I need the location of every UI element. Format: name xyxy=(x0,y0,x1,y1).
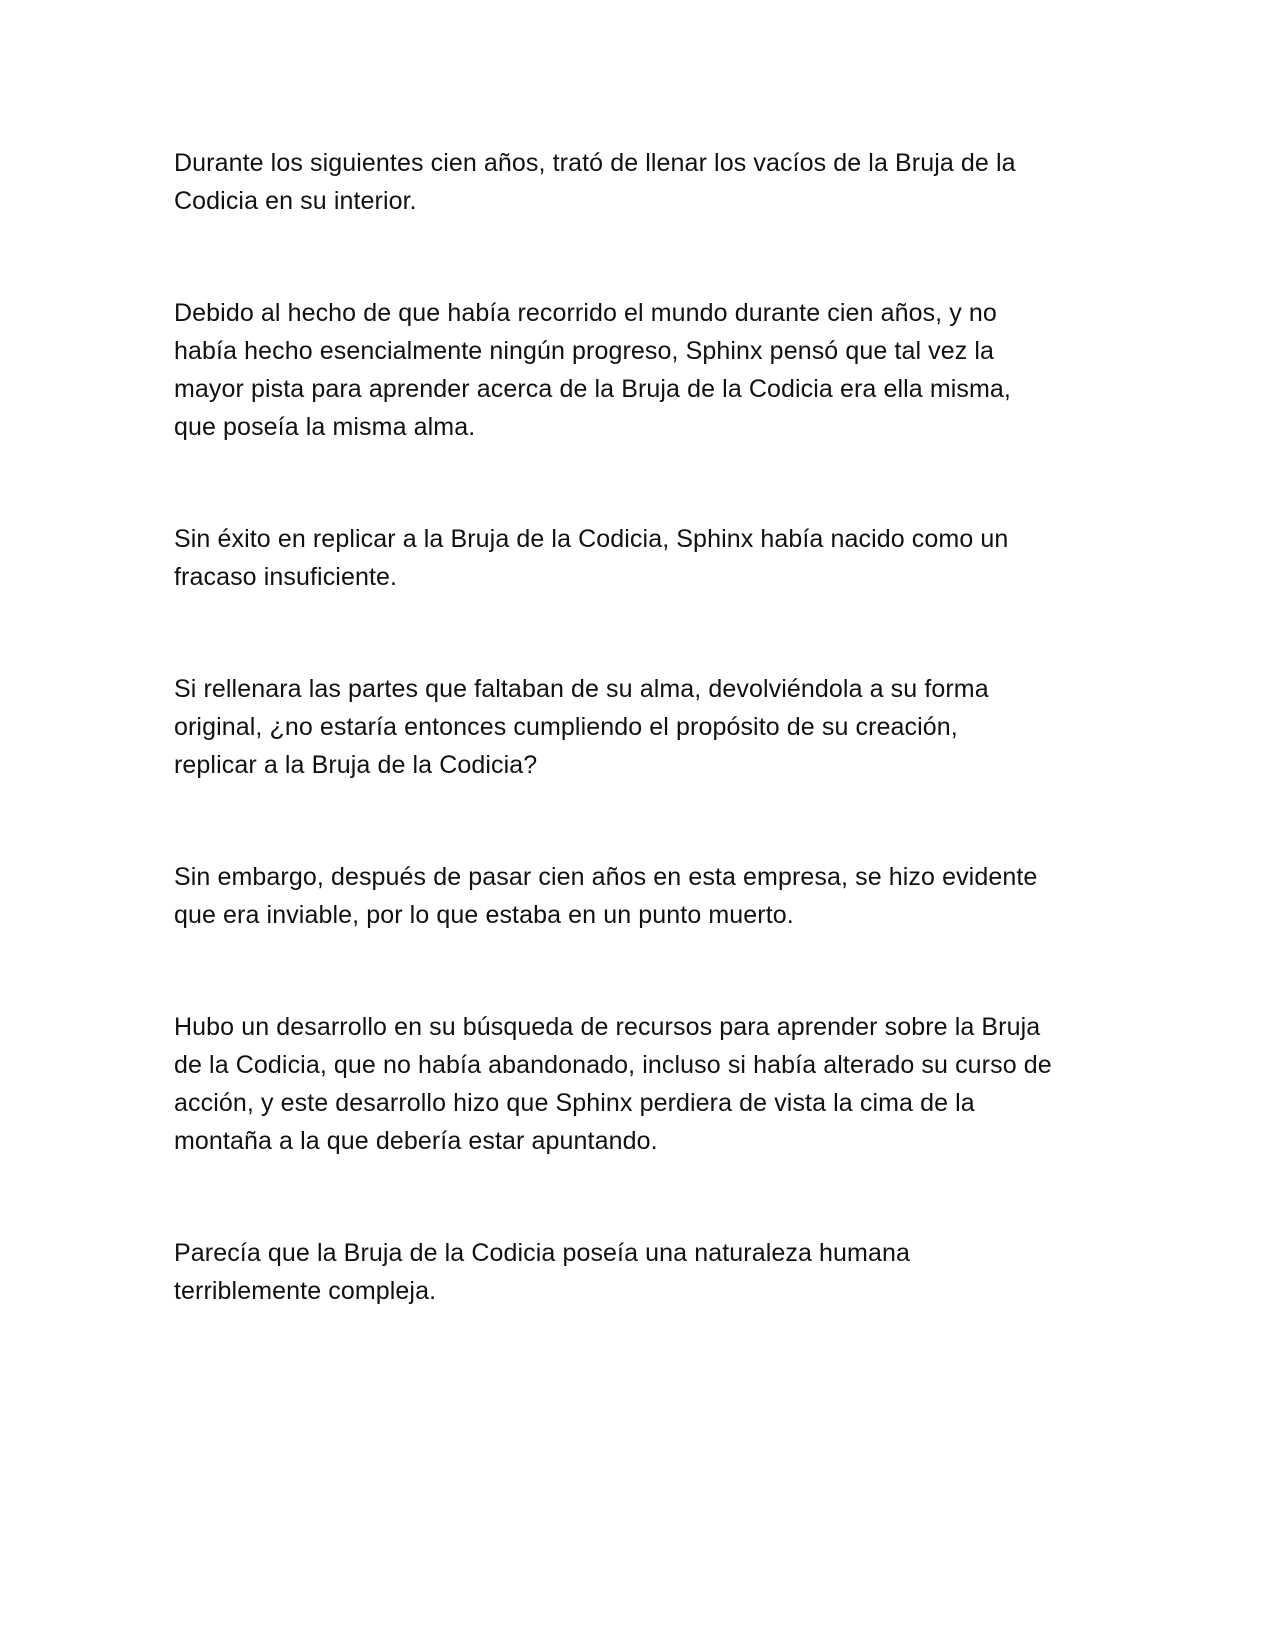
paragraph xyxy=(174,294,1104,446)
paragraph xyxy=(174,858,1104,934)
paragraph xyxy=(174,670,1104,784)
paragraph xyxy=(174,520,1104,596)
text-line: Hubo un desarrollo en su búsqueda de recursos para aprender sobre la Bruja xyxy=(174,1013,1041,1041)
paragraph xyxy=(174,1008,1104,1160)
text-line: terriblemente compleja. xyxy=(174,1277,437,1305)
paragraph xyxy=(174,144,1104,220)
text-line: de la Codicia, que no había abandonado, incluso si había alterado su curso de xyxy=(174,1051,1052,1079)
text-line: Parecía que la Bruja de la Codicia poseía una naturaleza humana xyxy=(174,1239,910,1267)
text-line: Codicia en su interior. xyxy=(174,187,417,215)
text-line: que era inviable, por lo que estaba en un punto muerto. xyxy=(174,901,794,929)
text-line: montaña a la que debería estar apuntando. xyxy=(174,1127,658,1155)
text-line: Si rellenara las partes que faltaban de su alma, devolviéndola a su forma xyxy=(174,675,989,703)
text-line: había hecho esencialmente ningún progreso, Sphinx pensó que tal vez la xyxy=(174,337,995,365)
text-line: mayor pista para aprender acerca de la Bruja de la Codicia era ella misma, xyxy=(174,375,1011,403)
text-line: replicar a la Bruja de la Codicia? xyxy=(174,751,538,779)
text-line: Durante los siguientes cien años, trató de llenar los vacíos de la Bruja de la xyxy=(174,149,1016,177)
text-line: Sin embargo, después de pasar cien años en esta empresa, se hizo evidente xyxy=(174,863,1038,891)
text-line: original, ¿no estaría entonces cumpliendo el propósito de su creación, xyxy=(174,713,958,741)
text-line: que poseía la misma alma. xyxy=(174,413,476,441)
text-line: acción, y este desarrollo hizo que Sphinx perdiera de vista la cima de la xyxy=(174,1089,975,1117)
paragraph xyxy=(174,1234,1104,1310)
document-body xyxy=(174,144,1104,1384)
text-line: Debido al hecho de que había recorrido el mundo durante cien años, y no xyxy=(174,299,997,327)
text-line: Sin éxito en replicar a la Bruja de la Codicia, Sphinx había nacido como un xyxy=(174,525,1009,553)
text-line: fracaso insuficiente. xyxy=(174,563,398,591)
